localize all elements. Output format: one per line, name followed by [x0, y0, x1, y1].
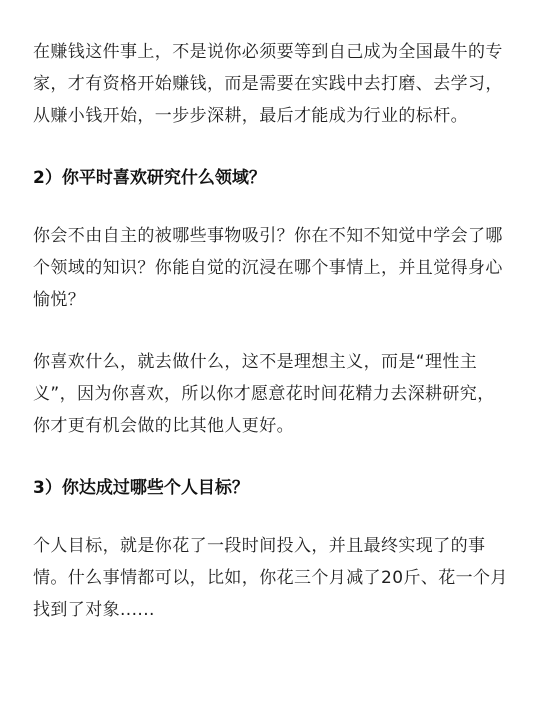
article-body [33, 36, 511, 626]
paragraph-making-money: 在赚钱这件事上，不是说你必须要等到自己成为全国最牛的专家，才有资格开始赚钱，而是需要在实践中去打磨、去学习，从赚小钱开始，一步步深耕，最后才能成为行业的标杆。 [33, 42, 503, 126]
section-heading-3: 3）你达成过哪些个人目标？ [33, 478, 249, 498]
paragraph-personal-goals: 个人目标，就是你花了一段时间投入，并且最终实现了的事情。什么事情都可以，比如，你花三个月减了20斤、花一个月找到了对象...... [33, 536, 508, 620]
paragraph-do-what-you-like: 你喜欢什么，就去做什么，这不是理想主义，而是“理性主义”，因为你喜欢，所以你才愿意花时间花精力去深耕研究，你才更有机会做的比其他人更好。 [33, 352, 495, 436]
paragraph-interests-questions: 你会不由自主的被哪些事物吸引？你在不知不知觉中学会了哪个领域的知识？你能自觉的沉浸在哪个事情上，并且觉得身心愉悦？ [33, 226, 503, 310]
section-heading-2: 2）你平时喜欢研究什么领域？ [33, 168, 266, 188]
